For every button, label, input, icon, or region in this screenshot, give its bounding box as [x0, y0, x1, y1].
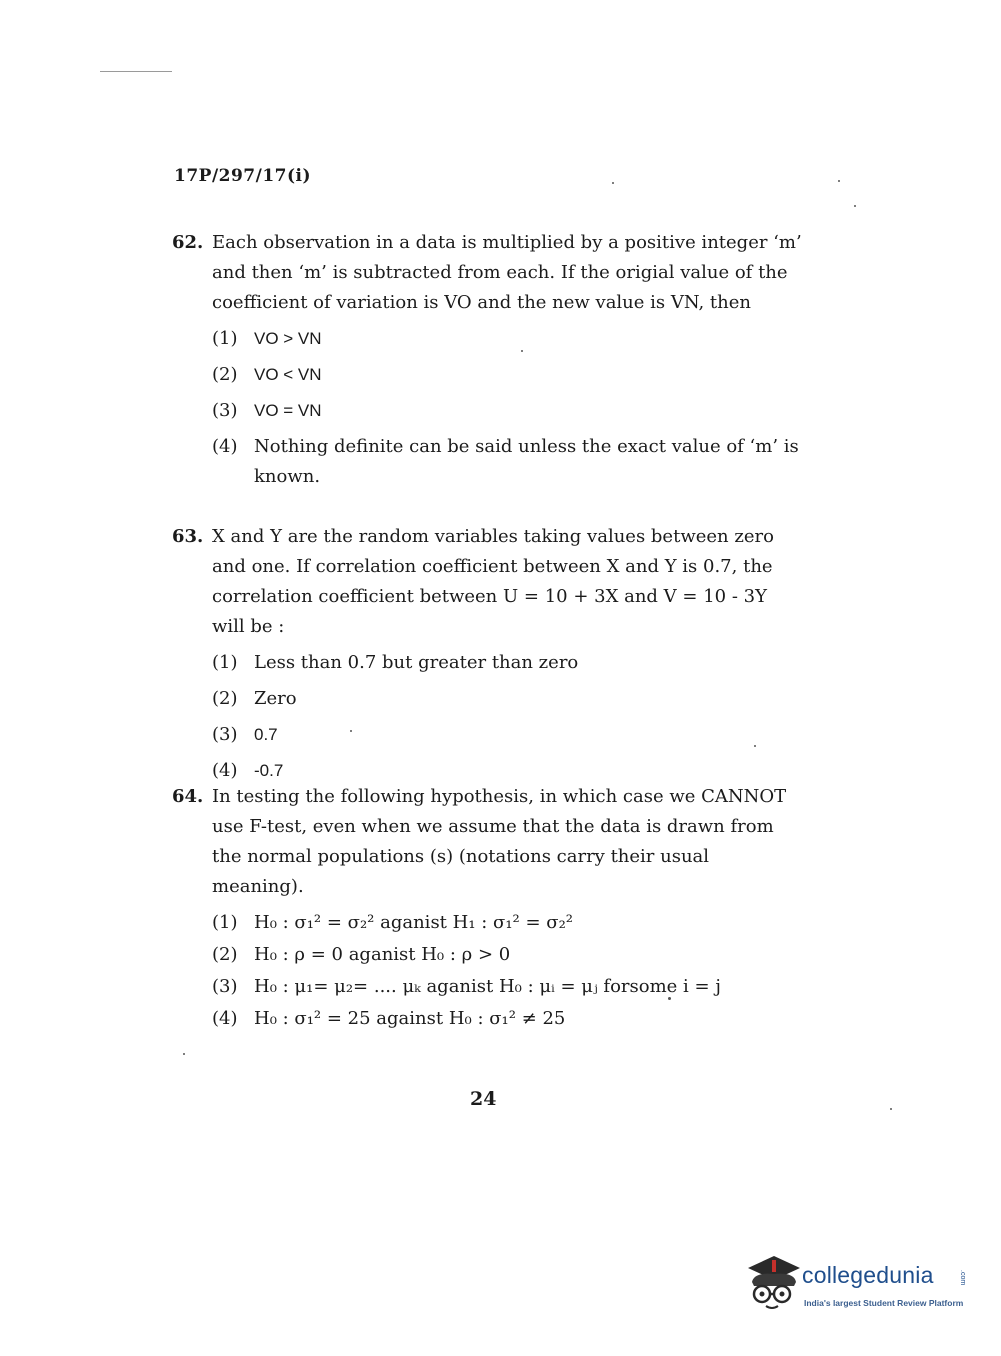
scan-speck [668, 997, 671, 1000]
logo-tagline: India's largest Student Review Platform [804, 1298, 964, 1308]
option [212, 396, 802, 432]
option [212, 1004, 802, 1036]
option-label: (3) [212, 724, 238, 745]
question-62 [172, 228, 802, 492]
option [212, 972, 802, 1004]
paper-code: 17P/297/17(i) [174, 166, 312, 186]
page-number: 24 [470, 1088, 497, 1110]
option [212, 684, 802, 720]
question-64 [172, 782, 802, 1036]
scan-speck [183, 1053, 185, 1055]
option-text: H₀ : ρ = 0 aganist H₀ : ρ > 0 [254, 944, 511, 965]
option-label: (1) [212, 652, 238, 673]
option-label: (1) [212, 328, 238, 349]
option [212, 720, 802, 756]
options-list [212, 908, 802, 1036]
logo-dotcom: .com [959, 1270, 966, 1286]
question-text: X and Y are the random variables taking values between zero and one. If correlation coefficient between X and Y is 0.7, the correlation coefficient between U = 10 + 3X and V = 10 - 3Y will be : [212, 526, 774, 637]
option-label: (2) [212, 944, 238, 965]
option-label: (3) [212, 976, 238, 997]
scan-speck [612, 182, 614, 184]
question-number: 63. [172, 526, 204, 547]
option-text: Zero [254, 688, 297, 709]
option-text: 0.7 [254, 725, 278, 744]
option [212, 940, 802, 972]
option-text: VO < VN [254, 365, 322, 384]
question-number: 62. [172, 232, 204, 253]
option-text: VO = VN [254, 401, 322, 420]
options-list [212, 324, 802, 492]
option [212, 360, 802, 396]
option-text: H₀ : μ₁= μ₂= .... μₖ aganist H₀ : μᵢ = μⱼ forsome i = j [254, 976, 721, 997]
scan-speck [754, 745, 756, 747]
scan-speck [854, 205, 856, 207]
collegedunia-logo [744, 1252, 974, 1322]
option-text: VO > VN [254, 329, 322, 348]
scan-speck [350, 730, 352, 732]
option-label: (3) [212, 400, 238, 421]
option-label: (2) [212, 688, 238, 709]
options-list [212, 648, 802, 792]
question-number: 64. [172, 786, 204, 807]
option [212, 908, 802, 940]
option-label: (1) [212, 912, 238, 933]
option-text: Nothing definite can be said unless the exact value of ‘m’ is known. [254, 436, 799, 487]
option-text: -0.7 [254, 761, 284, 780]
option-label: (4) [212, 1008, 238, 1029]
scan-speck [521, 350, 523, 352]
question-63 [172, 522, 802, 792]
question-text: In testing the following hypothesis, in which case we CANNOT use F-test, even when we assume that the data is drawn from the normal populations (s) (notations carry their usual meaning). [212, 786, 787, 897]
option-label: (4) [212, 436, 238, 457]
option [212, 432, 802, 492]
header-rule [100, 71, 172, 72]
option-text: Less than 0.7 but greater than zero [254, 652, 579, 673]
logo-brand: collegedunia [802, 1262, 934, 1288]
option-label: (4) [212, 760, 238, 781]
scan-speck [890, 1108, 892, 1110]
option-label: (2) [212, 364, 238, 385]
mascot-icon [744, 1252, 802, 1314]
option [212, 648, 802, 684]
option [212, 324, 802, 360]
option-text: H₀ : σ₁² = 25 against H₀ : σ₁² ≠ 25 [254, 1008, 566, 1029]
option-text: H₀ : σ₁² = σ₂² aganist H₁ : σ₁² = σ₂² [254, 912, 574, 933]
scan-speck [838, 180, 840, 182]
question-text: Each observation in a data is multiplied by a positive integer ‘m’ and then ‘m’ is subtracted from each. If the origial value of the coefficient of variation is VO and the new value is VN, then [212, 232, 802, 313]
